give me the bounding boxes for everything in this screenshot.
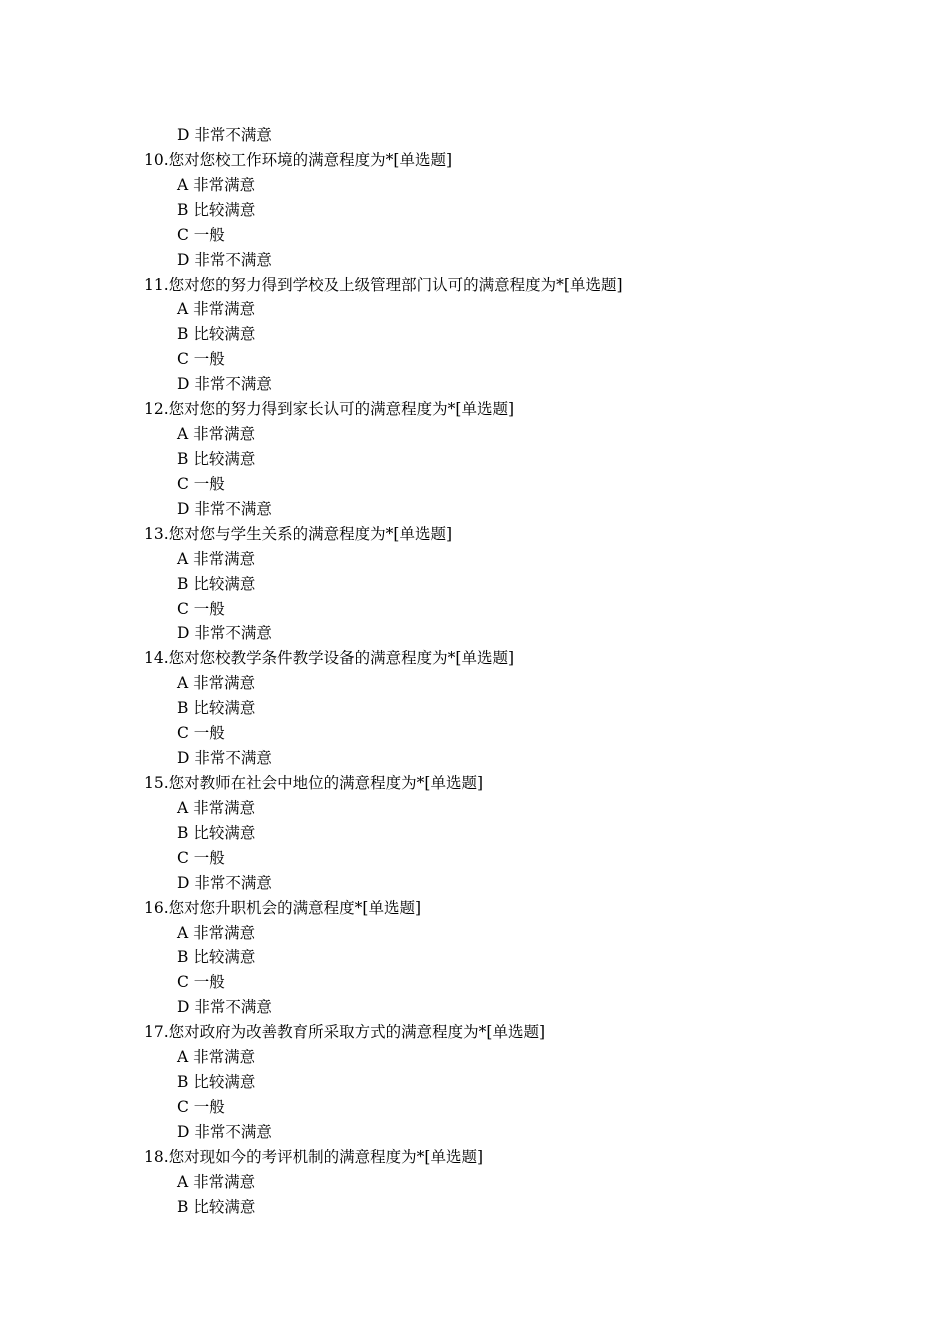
question-13-option-c: C 一般 xyxy=(177,599,225,618)
question-15-title: 15.您对教师在社会中地位的满意程度为*[单选题] xyxy=(144,773,483,792)
question-13-option-b: B 比较满意 xyxy=(177,574,256,593)
question-11-option-c: C 一般 xyxy=(177,350,225,369)
question-14-option-a: A 非常满意 xyxy=(177,674,256,693)
question-18-option-a: A 非常满意 xyxy=(177,1172,256,1191)
question-12-option-b: B 比较满意 xyxy=(177,449,256,468)
question-10-title: 10.您对您校工作环境的满意程度为*[单选题] xyxy=(144,150,452,169)
question-16-option-b: B 比较满意 xyxy=(177,948,256,967)
question-16-option-c: C 一般 xyxy=(177,973,225,992)
question-11-option-b: B 比较满意 xyxy=(177,325,256,344)
question-12-option-d: D 非常不满意 xyxy=(177,499,272,518)
question-16-option-a: A 非常满意 xyxy=(177,923,256,942)
question-10-option-c: C 一般 xyxy=(177,225,225,244)
question-13-title: 13.您对您与学生关系的满意程度为*[单选题] xyxy=(144,524,452,543)
question-10-option-d: D 非常不满意 xyxy=(177,250,272,269)
question-15-option-b: B 比较满意 xyxy=(177,823,256,842)
question-10-option-b: B 比较满意 xyxy=(177,200,256,219)
question-11-option-d: D 非常不满意 xyxy=(177,375,272,394)
question-11-title: 11.您对您的努力得到学校及上级管理部门认可的满意程度为*[单选题] xyxy=(144,275,623,294)
question-16-option-d: D 非常不满意 xyxy=(177,998,272,1017)
question-12-option-a: A 非常满意 xyxy=(177,425,256,444)
question-15-option-c: C 一般 xyxy=(177,848,225,867)
question-13-option-a: A 非常满意 xyxy=(177,549,256,568)
question-14-title: 14.您对您校教学条件教学设备的满意程度为*[单选题] xyxy=(144,649,514,668)
question-10-option-a: A 非常满意 xyxy=(177,175,256,194)
question-14-option-c: C 一般 xyxy=(177,724,225,743)
question-17-option-c: C 一般 xyxy=(177,1097,225,1116)
document-page xyxy=(0,123,950,1220)
question-15-option-a: A 非常满意 xyxy=(177,798,256,817)
question-12-title: 12.您对您的努力得到家长认可的满意程度为*[单选题] xyxy=(144,400,514,419)
question-12-option-c: C 一般 xyxy=(177,474,225,493)
question-14-option-d: D 非常不满意 xyxy=(177,749,272,768)
option-d-continued: D 非常不满意 xyxy=(177,126,272,144)
question-13-option-d: D 非常不满意 xyxy=(177,624,272,643)
question-17-option-b: B 比较满意 xyxy=(177,1073,256,1092)
question-18-title: 18.您对现如今的考评机制的满意程度为*[单选题] xyxy=(144,1147,483,1166)
question-11-option-a: A 非常满意 xyxy=(177,300,256,319)
question-17-option-a: A 非常满意 xyxy=(177,1048,256,1067)
question-15-option-d: D 非常不满意 xyxy=(177,873,272,892)
question-18-option-b: B 比较满意 xyxy=(177,1197,256,1216)
question-17-option-d: D 非常不满意 xyxy=(177,1122,272,1141)
question-14-option-b: B 比较满意 xyxy=(177,699,256,718)
question-16-title: 16.您对您升职机会的满意程度*[单选题] xyxy=(144,898,421,917)
question-17-title: 17.您对政府为改善教育所采取方式的满意程度为*[单选题] xyxy=(144,1023,545,1042)
